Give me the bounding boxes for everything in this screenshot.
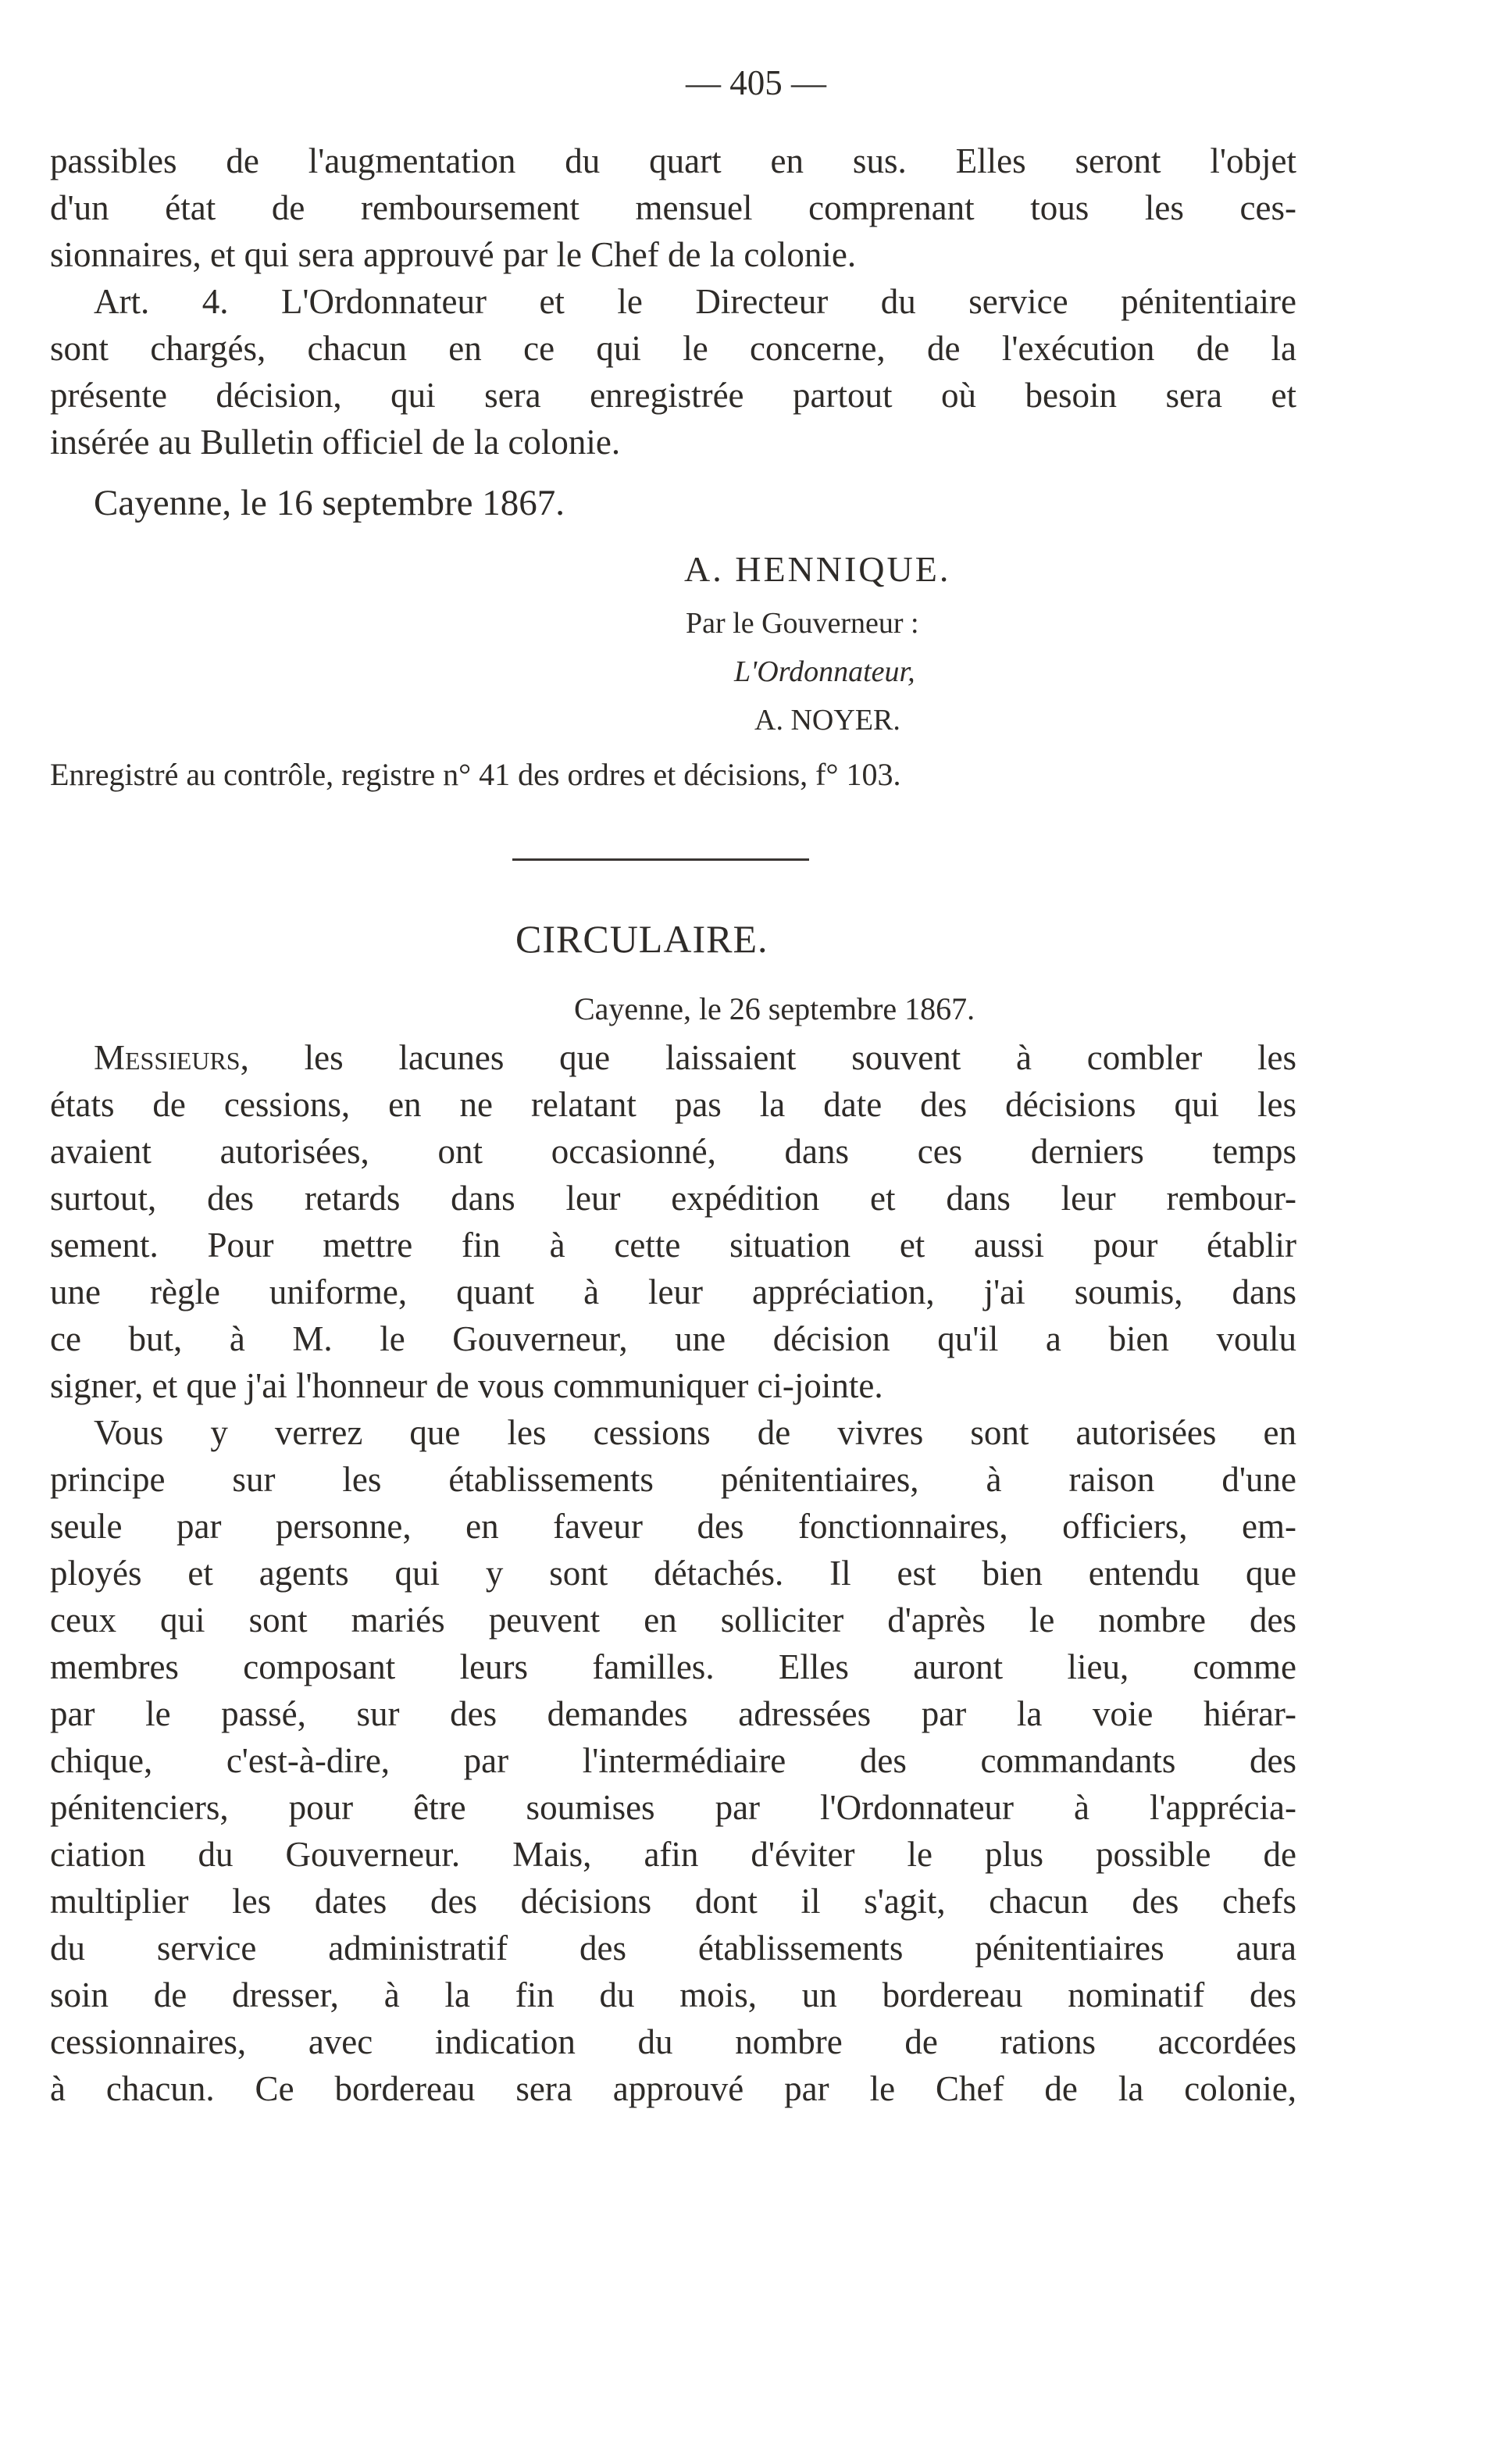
circulaire-line: seule par personne, en faveur des fonctionnaires, officiers, em- bbox=[50, 1507, 1296, 1546]
section-divider bbox=[512, 858, 809, 861]
ordonnateur-title: L'Ordonnateur, bbox=[734, 655, 915, 688]
circulaire-line: ce but, à M. le Gouverneur, une décision qu'il a bien voulu bbox=[50, 1319, 1296, 1358]
circulaire-line: pénitenciers, pour être soumises par l'Ordonnateur à l'apprécia- bbox=[50, 1788, 1296, 1827]
decision-line: sont chargés, chacun en ce qui le concerne, de l'exécution de la bbox=[50, 329, 1296, 368]
place-date: Cayenne, le 16 septembre 1867. bbox=[94, 483, 565, 523]
decision-line: sionnaires, et qui sera approuvé par le Chef de la colonie. bbox=[50, 235, 857, 274]
decision-line: insérée au Bulletin officiel de la colonie. bbox=[50, 423, 621, 462]
circulaire-line: membres composant leurs familles. Elles auront lieu, comme bbox=[50, 1647, 1296, 1686]
circulaire-line: ceux qui sont mariés peuvent en solliciter d'après le nombre des bbox=[50, 1600, 1296, 1640]
circulaire-line: surtout, des retards dans leur expédition et dans leur rembour- bbox=[50, 1179, 1296, 1218]
circulaire-line: Vous y verrez que les cessions de vivres sont autorisées en bbox=[94, 1413, 1296, 1452]
ordonnateur-name: A. NOYER. bbox=[754, 704, 900, 737]
circulaire-line: signer, et que j'ai l'honneur de vous communiquer ci-jointe. bbox=[50, 1366, 883, 1405]
page-number-header: — 405 — bbox=[686, 63, 826, 102]
circulaire-date: Cayenne, le 26 septembre 1867. bbox=[574, 991, 975, 1026]
circulaire-line: états de cessions, en ne relatant pas la date des décisions qui les bbox=[50, 1085, 1296, 1124]
circulaire-line: du service administratif des établissements pénitentiaires aura bbox=[50, 1929, 1296, 1968]
circulaire-line: sement. Pour mettre fin à cette situation et aussi pour établir bbox=[50, 1226, 1296, 1265]
circulaire-line: une règle uniforme, quant à leur appréciation, j'ai soumis, dans bbox=[50, 1272, 1296, 1311]
circulaire-title: CIRCULAIRE. bbox=[515, 917, 768, 961]
circulaire-line: par le passé, sur des demandes adressées par la voie hiérar- bbox=[50, 1694, 1296, 1733]
decision-line: passibles de l'augmentation du quart en sus. Elles seront l'objet bbox=[50, 141, 1296, 180]
circulaire-line: ciation du Gouverneur. Mais, afin d'éviter le plus possible de bbox=[50, 1835, 1296, 1874]
registration-note: Enregistré au contrôle, registre n° 41 des ordres et décisions, f° 103. bbox=[50, 757, 901, 792]
signatory-name: A. HENNIQUE. bbox=[684, 549, 951, 589]
par-le-gouverneur: Par le Gouverneur : bbox=[686, 607, 919, 640]
salutation: Messieurs bbox=[94, 1038, 241, 1077]
circulaire-line: cessionnaires, avec indication du nombre de rations accordées bbox=[50, 2022, 1296, 2061]
circulaire-line: avaient autorisées, ont occasionné, dans ces derniers temps bbox=[50, 1132, 1296, 1171]
circulaire-line: à chacun. Ce bordereau sera approuvé par le Chef de la colonie, bbox=[50, 2069, 1296, 2108]
circulaire-line: multiplier les dates des décisions dont il s'agit, chacun des chefs bbox=[50, 1882, 1296, 1921]
circulaire-line: principe sur les établissements pénitentiaires, à raison d'une bbox=[50, 1460, 1296, 1499]
decision-article-4: Art. 4. L'Ordonnateur et le Directeur du service pénitentiaire bbox=[94, 282, 1296, 321]
circulaire-line: soin de dresser, à la fin du mois, un bordereau nominatif des bbox=[50, 1975, 1296, 2014]
circulaire-line: chique, c'est-à-dire, par l'intermédiaire des commandants des bbox=[50, 1741, 1296, 1780]
circulaire-line: ployés et agents qui y sont détachés. Il est bien entendu que bbox=[50, 1554, 1296, 1593]
decision-line: d'un état de remboursement mensuel comprenant tous les ces- bbox=[50, 188, 1296, 227]
circulaire-line: , les lacunes que laissaient souvent à combler les bbox=[240, 1038, 1296, 1077]
circulaire-first-line bbox=[94, 1034, 1296, 1081]
decision-line: présente décision, qui sera enregistrée partout où besoin sera et bbox=[50, 376, 1296, 415]
